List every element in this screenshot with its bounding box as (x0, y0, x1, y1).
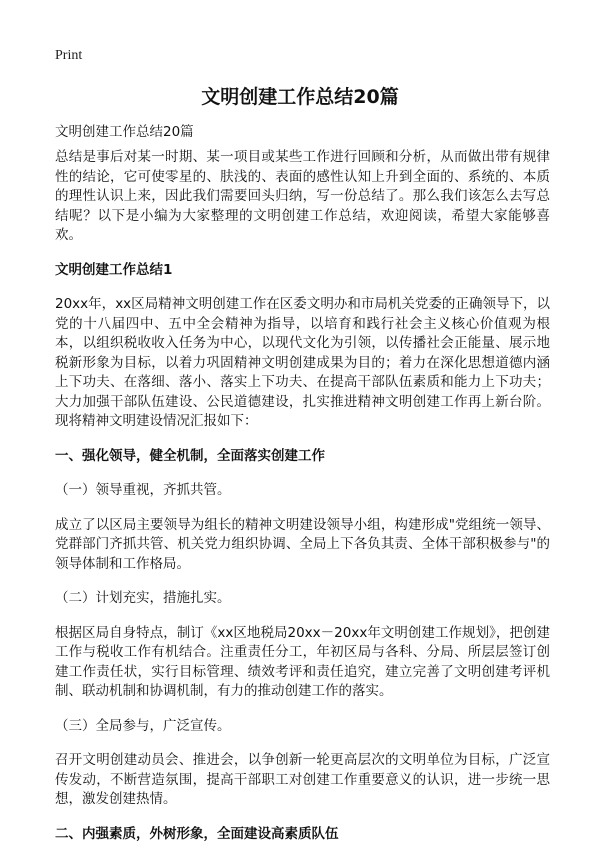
body-paragraph: 20xx年，xx区局精神文明创建工作在区委文明办和市局机关党委的正确领导下，以党的十八届四中、五中全会精神为指导，以培育和践行社会主义核心价值观为根本，以组织税收收入任务为中心，以现代文化为引领，以传播社会正能量、展示地税新形象为目标，以着力巩固精神文明创建成果为目的；着力在深化思想道德内涵上下功夫、在落细、落小、落实上下功夫、在提高干部队伍素质和能力上下功夫；大力加强干部队伍建设、公民道德建设，扎实推进精神文明创建工作再上新台阶。现将精神文明建设情况汇报如下： (55, 296, 550, 429)
intro-paragraph: 总结是事后对某一时期、某一项目或某些工作进行回顾和分析，从而做出带有规律性的结论，它可使零星的、肤浅的、表面的感性认知上升到全面的、系统的、本质的理性认识上来，因此我们需要回头归纳，写一份总结了。那么我们该怎么去写总结呢？以下是小编为大家整理的文明创建工作总结，欢迎阅读，希望大家能够喜欢。 (55, 149, 550, 243)
subsection-heading: （三）全局参与，广泛宣传。 (55, 717, 231, 734)
subsection-heading: （二）计划充实，措施扎实。 (55, 590, 231, 606)
print-label[interactable]: Print (55, 48, 83, 63)
section-heading: 文明创建工作总结1 (55, 261, 173, 278)
body-paragraph: 根据区局自身特点，制订《xx区地税局20xx－20xx年文明创建工作规划》，把创建工作与税收工作有机结合。注重责任分工，年初区局与各科、分局、所层层签订创建工作责任状，实行目标管理、绩效考评和责任追究，建立完善了文明创建考评机制、联动机制和协调机制，有力的推动创建工作的落实。 (55, 624, 550, 699)
body-paragraph: 召开文明创建动员会、推进会，以争创新一轮更高层次的文明单位为目标，广泛宣传发动，不断营造氛围，提高干部职工对创建工作重要意义的认识，进一步统一思想，激发创建热情。 (55, 752, 550, 807)
document-content (55, 148, 550, 859)
document-subtitle: 文明创建工作总结20篇 (55, 124, 194, 140)
part-heading: 二、内强素质，外树形象，全面建设高素质队伍 (55, 825, 339, 842)
part-heading: 一、强化领导，健全机制，全面落实创建工作 (55, 447, 325, 464)
body-paragraph: 成立了以区局主要领导为组长的精神文明建设领导小组，构建形成"党组统一领导、党群部门齐抓共管、机关党力组织协调、全局上下各负其责、全体干部积极参与"的领导体制和工作格局。 (55, 516, 550, 572)
subsection-heading: （一）领导重视，齐抓共管。 (55, 482, 231, 498)
page-title: 文明创建工作总结20篇 (201, 86, 399, 108)
